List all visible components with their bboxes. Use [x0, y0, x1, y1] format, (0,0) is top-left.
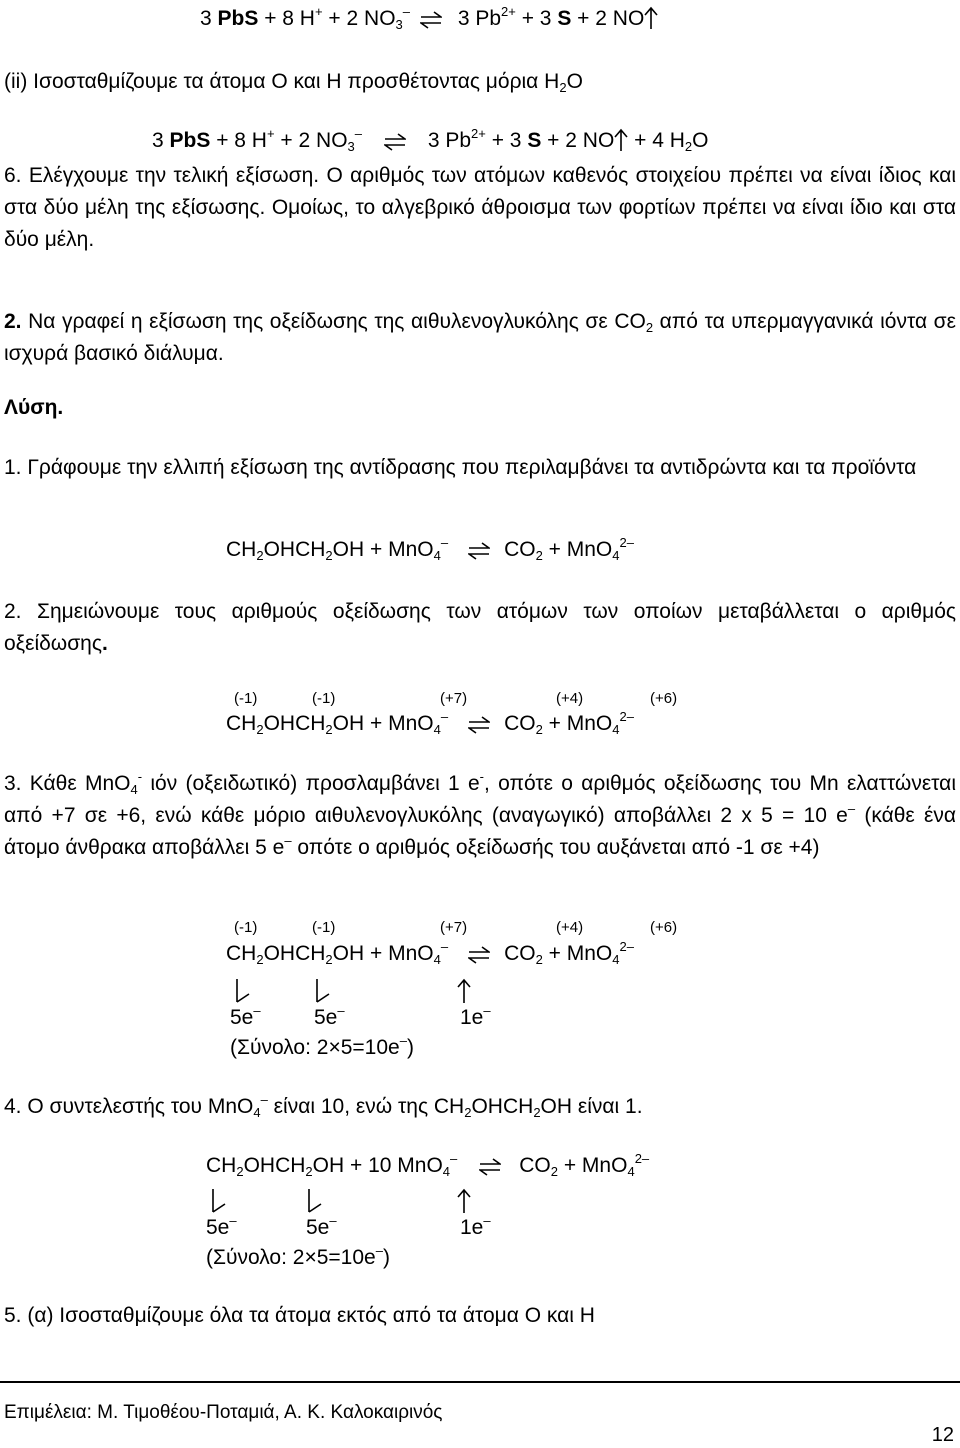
- eq-text: + 8 H: [258, 7, 315, 30]
- eq-text: 5e: [314, 1006, 338, 1029]
- subscript: 2: [325, 952, 333, 967]
- eq-text: 3 Pb: [422, 129, 472, 152]
- ox-number: (+4): [556, 919, 584, 936]
- charge: -: [479, 769, 484, 784]
- charge: 2+: [501, 4, 516, 19]
- equation-4: [226, 709, 634, 737]
- solution-heading: Λύση.: [4, 396, 64, 419]
- eq-text: + 8 H: [210, 129, 267, 152]
- subscript: 2: [533, 1105, 541, 1120]
- charge: –: [483, 1213, 491, 1228]
- subscript: 2: [535, 548, 543, 563]
- subscript: 2: [256, 548, 264, 563]
- subscript: 2: [256, 952, 264, 967]
- ox-number: (+6): [650, 919, 678, 936]
- eq-text: + MnO: [542, 712, 613, 735]
- step-text: 6. Ελέγχουμε την τελική εξίσωση. Ο αριθμός των ατόμων καθενός στοιχείου πρέπει να είναι ίδιος και στα δύο μέλη της εξίσωσης. Ομοίως, το αλγεβρικό άθροισμα των φορτίων πρέπει να είναι ίδιο και στα δύο μέλη.: [4, 164, 956, 251]
- eq-text: OH + 10 MnO: [312, 1154, 443, 1177]
- step-5: [4, 1304, 595, 1328]
- eq-text: + 2 NO: [322, 7, 396, 30]
- charge: –: [440, 709, 449, 724]
- step-text: (ii) Ισοσταθμίζουμε τα άτομα Ο και Η προσθέτοντας μόρια Η: [4, 70, 560, 93]
- equation-3: [226, 535, 634, 563]
- up-arrow-icon: [456, 978, 472, 1004]
- charge: –: [337, 1003, 345, 1018]
- charge: –: [440, 535, 449, 550]
- eq-text: 3 Pb: [452, 7, 502, 30]
- eq-text: OH + MnO: [332, 538, 434, 561]
- subscript: 3: [395, 17, 403, 32]
- equilibrium-arrow-icon: [468, 946, 490, 964]
- exercise-number: 2.: [4, 310, 22, 333]
- charge: +: [266, 126, 275, 141]
- charge: –: [260, 1092, 268, 1107]
- charge: –: [402, 4, 410, 19]
- step-text: είναι 10, ενώ της CH: [267, 1095, 465, 1118]
- coef: 3: [200, 7, 218, 30]
- electron-count: [460, 1003, 491, 1030]
- eq-text: OH + MnO: [332, 942, 434, 965]
- equilibrium-arrow-icon: [479, 1158, 501, 1176]
- step-1-paragraph: [4, 452, 956, 484]
- equilibrium-arrow-icon: [420, 11, 442, 29]
- eq-text: + MnO: [542, 538, 613, 561]
- eq-text: 5e: [230, 1006, 254, 1029]
- subscript: 2: [256, 722, 264, 737]
- exercise-2-paragraph: [4, 306, 956, 370]
- charge: -: [137, 769, 143, 784]
- eq-text: OHCH: [263, 712, 326, 735]
- charge: –: [847, 801, 856, 816]
- subscript: 2: [559, 80, 567, 95]
- eq-text: + 4 H: [628, 129, 685, 152]
- formula-pbs: PbS: [217, 7, 259, 30]
- down-arrow-icon: [306, 1188, 322, 1214]
- ox-number: (-1): [312, 690, 336, 707]
- charge: 2–: [634, 1151, 650, 1166]
- charge: –: [329, 1213, 337, 1228]
- eq-text: OHCH: [263, 942, 326, 965]
- electron-total: [230, 1033, 414, 1060]
- subscript: 4: [130, 782, 138, 797]
- eq-text: + 2 NO: [274, 129, 348, 152]
- subscript: 4: [433, 548, 441, 563]
- subscript: 3: [347, 139, 355, 154]
- ox-number: (+6): [650, 690, 678, 707]
- subscript: 4: [433, 722, 441, 737]
- footer-editors: Επιμέλεια: Μ. Τιμοθέου-Ποταμιά, Α. Κ. Καλοκαιρινός: [4, 1402, 443, 1423]
- eq-text: 1e: [460, 1216, 484, 1239]
- electron-count: [460, 1213, 491, 1240]
- eq-text: + 2 NO: [571, 7, 645, 30]
- step-text: 3. Κάθε MnO: [4, 772, 131, 795]
- eq-text: O: [692, 129, 709, 152]
- eq-text: 5e: [306, 1216, 330, 1239]
- eq-text: OH + MnO: [332, 712, 434, 735]
- ox-number: (-1): [312, 919, 336, 936]
- eq-text: ): [406, 1036, 414, 1059]
- eq-text: CH: [206, 1154, 237, 1177]
- down-arrow-icon: [234, 978, 250, 1004]
- charge: –: [399, 1033, 407, 1048]
- charge: +: [314, 4, 323, 19]
- charge: –: [483, 1003, 491, 1018]
- ox-number: (+7): [440, 690, 468, 707]
- up-arrow-icon: [456, 1188, 472, 1214]
- subscript: 4: [253, 1105, 261, 1120]
- step-text: OHCH: [471, 1095, 534, 1118]
- ox-number: (-1): [234, 919, 258, 936]
- step-2-paragraph: [4, 596, 956, 660]
- formula-pbs: PbS: [169, 129, 211, 152]
- subscript: 4: [627, 1164, 635, 1179]
- eq-text: OHCH: [243, 1154, 306, 1177]
- electron-count: [306, 1213, 337, 1240]
- eq-text: CO: [504, 712, 536, 735]
- step-text: 2. Σημειώνουμε τους αριθμούς οξείδωσης των ατόμων των οποίων μεταβάλλεται ο αριθμός οξείδωσης: [4, 600, 956, 655]
- subscript: 4: [442, 1164, 451, 1179]
- formula-s: S: [527, 129, 542, 152]
- eq-text: + 3: [485, 129, 528, 152]
- eq-text: + 2 NO: [541, 129, 615, 152]
- ox-number: (+7): [440, 919, 468, 936]
- step-text: 4. Ο συντελεστής του MnO: [4, 1095, 254, 1118]
- step-text: Ο: [566, 70, 583, 93]
- equation-5: [226, 939, 634, 967]
- electron-count: [230, 1003, 261, 1030]
- step-text: ιόν (οξειδωτικό) προσλαμβάνει 1 e: [142, 772, 480, 795]
- gas-up-arrow-icon: [644, 6, 658, 30]
- subscript: 4: [433, 952, 441, 967]
- charge: –: [253, 1003, 261, 1018]
- gas-up-arrow-icon: [614, 128, 628, 152]
- equilibrium-arrow-icon: [468, 542, 490, 560]
- formula-s: S: [557, 7, 572, 30]
- step-4: [4, 1092, 643, 1120]
- eq-text: + 3: [515, 7, 558, 30]
- step-6-paragraph: [4, 160, 956, 256]
- eq-text: CH: [226, 538, 257, 561]
- exercise-text: από τα υπερμαγγανικά ιόντα σε ισχυρά βασικό διάλυμα.: [4, 310, 956, 365]
- subscript: 2: [236, 1164, 244, 1179]
- footer-divider: [0, 1381, 960, 1383]
- eq-text: (Σύνολο: 2×5=10e: [230, 1036, 400, 1059]
- charge: 2–: [619, 939, 634, 954]
- subscript: 2: [684, 139, 693, 154]
- electron-count: [314, 1003, 345, 1030]
- subscript: 2: [535, 952, 543, 967]
- eq-text: 5e: [206, 1216, 230, 1239]
- eq-text: + MnO: [542, 942, 613, 965]
- ox-number: (-1): [234, 690, 258, 707]
- eq-text: OHCH: [263, 538, 326, 561]
- charge: –: [450, 1151, 458, 1166]
- exercise-text: Να γραφεί η εξίσωση της οξείδωσης της αιθυλενογλυκόλης σε CO: [21, 310, 646, 333]
- step-ii: [4, 70, 583, 94]
- eq-text: CO: [504, 538, 536, 561]
- subscript: 2: [325, 722, 333, 737]
- eq-text: CH: [226, 942, 257, 965]
- subscript: 2: [464, 1105, 472, 1120]
- charge: –: [284, 833, 292, 848]
- step-text: OH είναι 1.: [540, 1095, 643, 1118]
- eq-text: CH: [226, 712, 257, 735]
- charge: –: [354, 126, 362, 141]
- eq-text: CO: [519, 1154, 551, 1177]
- subscript: 2: [535, 722, 543, 737]
- step-text: οπότε ο αριθμός οξείδωσής του αυξάνεται από -1 σε +4): [291, 836, 820, 859]
- down-arrow-icon: [314, 978, 330, 1004]
- solution-label: [4, 396, 63, 420]
- charge: –: [440, 939, 449, 954]
- equation-6: [206, 1151, 650, 1179]
- equilibrium-arrow-icon: [384, 133, 406, 151]
- charge: –: [375, 1243, 383, 1258]
- eq-text: + MnO: [558, 1154, 628, 1177]
- step-text-period: .: [101, 632, 108, 655]
- subscript: 2: [550, 1164, 558, 1179]
- down-arrow-icon: [210, 1188, 226, 1214]
- step-3-paragraph: [4, 768, 956, 864]
- charge: 2–: [619, 709, 634, 724]
- charge: 2–: [619, 535, 634, 550]
- step-text: , οπότε ο αριθμός οξείδωσης του Mn ελαττώνεται από +7 σε +6, ενώ κάθε μόριο αιθυλενογλυκόλης (αναγωγικό) αποβάλλει 2 x 5 = 10 e: [4, 772, 956, 827]
- coef: 3: [152, 129, 170, 152]
- eq-text: (Σύνολο: 2×5=10e: [206, 1246, 376, 1269]
- equation-2: [152, 128, 709, 153]
- subscript: 4: [612, 952, 620, 967]
- step-text: (κάθε ένα άτομο άνθρακα αποβάλλει 5 e: [4, 804, 956, 859]
- page-number: 12: [931, 1424, 954, 1446]
- subscript: 2: [325, 548, 333, 563]
- ox-number: (+4): [556, 690, 584, 707]
- eq-text: ): [382, 1246, 390, 1269]
- subscript: 4: [612, 722, 620, 737]
- charge: –: [229, 1213, 237, 1228]
- subscript: 2: [305, 1164, 313, 1179]
- electron-count: [206, 1213, 237, 1240]
- subscript: 2: [645, 320, 654, 335]
- step-text: 5. (α) Ισοσταθμίζουμε όλα τα άτομα εκτός από τα άτομα Ο και Η: [4, 1304, 595, 1327]
- equation-1: [200, 6, 658, 31]
- electron-total: [206, 1243, 390, 1270]
- equilibrium-arrow-icon: [468, 716, 490, 734]
- eq-text: CO: [504, 942, 536, 965]
- subscript: 4: [612, 548, 620, 563]
- step-text: 1. Γράφουμε την ελλιπή εξίσωση της αντίδρασης που περιλαμβάνει τα αντιδρώντα και τα προϊόντα: [4, 456, 917, 479]
- eq-text: 1e: [460, 1006, 484, 1029]
- charge: 2+: [471, 126, 486, 141]
